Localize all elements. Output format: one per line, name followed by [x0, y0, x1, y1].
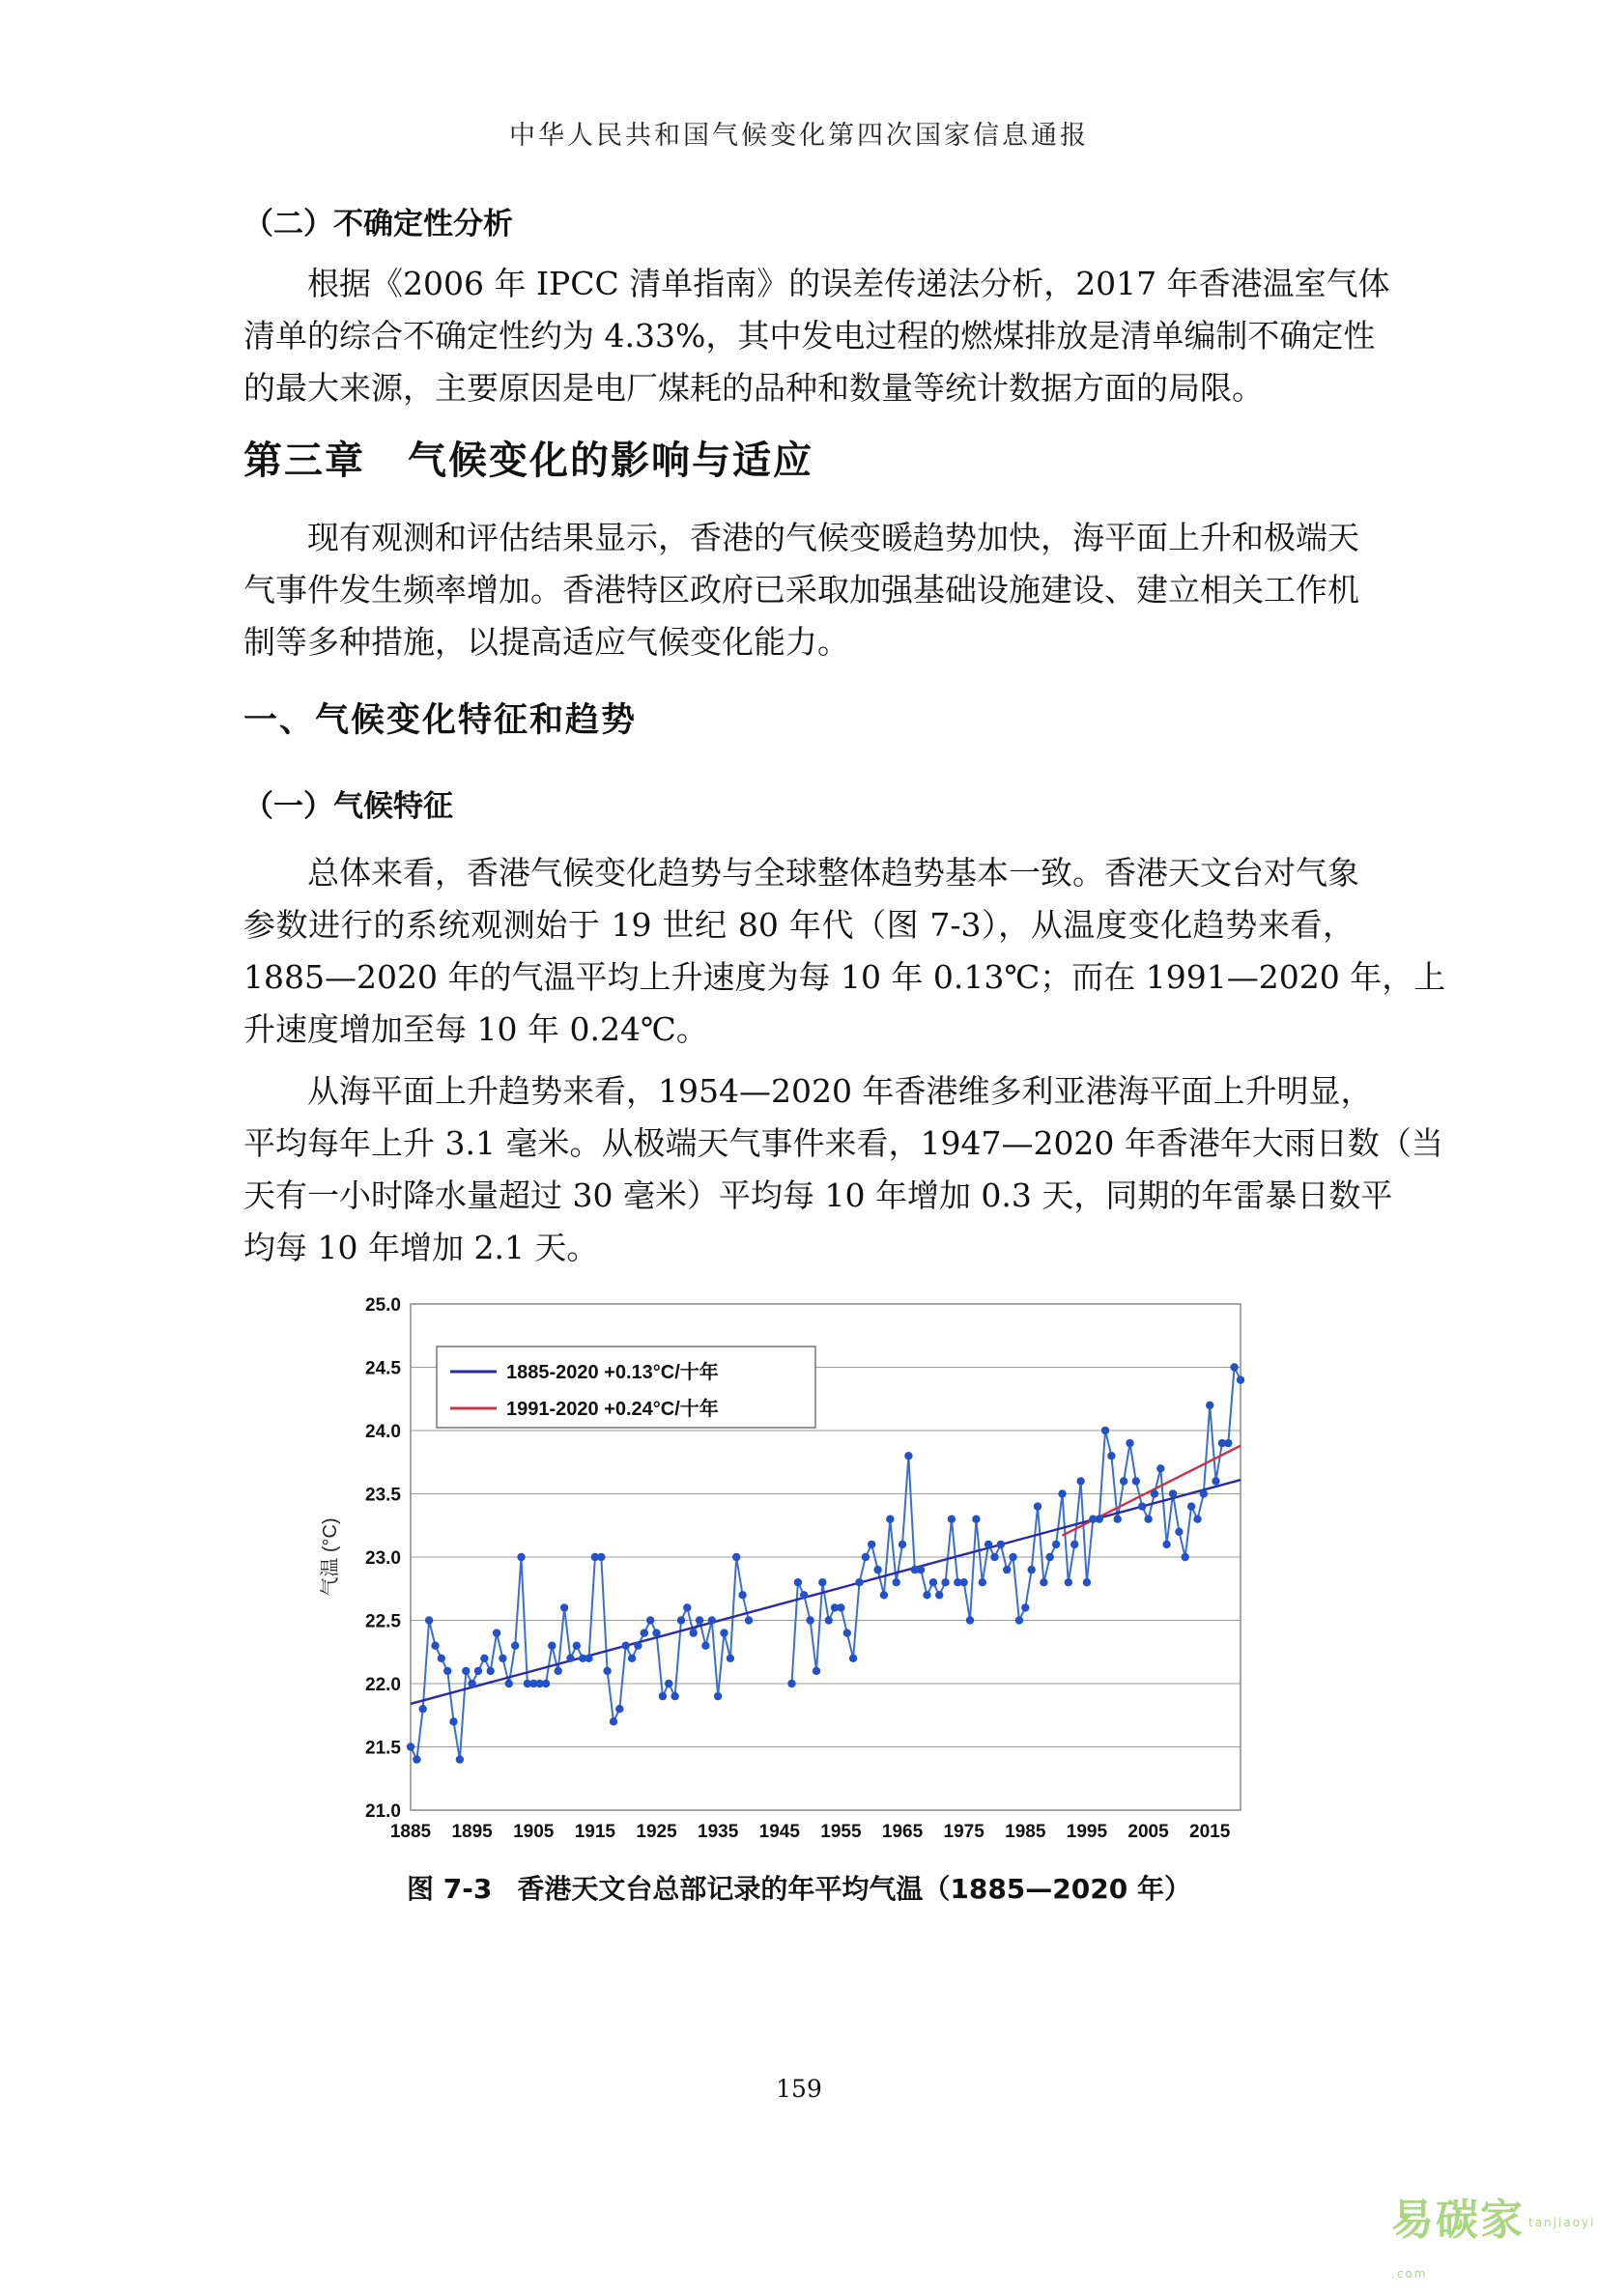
x-tick-label: 1965 [881, 1822, 924, 1842]
x-tick-label: 1975 [943, 1822, 984, 1842]
data-point [714, 1692, 722, 1700]
data-point [720, 1629, 728, 1636]
page-number: 159 [776, 2075, 822, 2103]
data-point [1015, 1616, 1023, 1624]
x-tick-label: 2005 [1127, 1822, 1169, 1842]
data-point [425, 1616, 433, 1624]
data-point [727, 1655, 734, 1662]
data-point [935, 1591, 943, 1599]
text-line: 平均每年上升 3.1 毫米。从极端天气事件来看，1947—2020 年香港年大雨日数（当 [243, 1124, 1443, 1162]
data-point [443, 1667, 451, 1675]
uncertainty-heading: （二）不确定性分析 [243, 207, 513, 241]
data-point [413, 1755, 420, 1763]
data-point [431, 1642, 439, 1650]
data-point [787, 1680, 795, 1687]
data-point [880, 1591, 888, 1599]
x-tick-label: 1945 [758, 1822, 800, 1842]
data-point [1237, 1375, 1244, 1383]
data-point [813, 1667, 820, 1675]
data-point [886, 1516, 894, 1523]
data-point [603, 1667, 611, 1675]
data-point [1144, 1516, 1152, 1523]
data-point [1034, 1502, 1042, 1510]
data-point [449, 1717, 457, 1725]
y-tick-label: 24.5 [365, 1358, 401, 1379]
data-point [493, 1629, 500, 1636]
x-tick-label: 1955 [820, 1822, 862, 1842]
data-point [1151, 1489, 1158, 1497]
y-tick-label: 25.0 [365, 1295, 401, 1316]
text-line: 制等多种措施，以提高适应气候变化能力。 [243, 623, 849, 661]
data-point [517, 1553, 525, 1561]
data-point [929, 1578, 937, 1586]
data-point [555, 1667, 562, 1675]
section-heading: 一、气候变化特征和趋势 [243, 701, 638, 740]
data-point [1052, 1541, 1060, 1548]
data-point [690, 1629, 698, 1636]
data-point [806, 1616, 813, 1624]
text-line: 参数进行的系统观测始于 19 世纪 80 年代（图 7-3），从温度变化趋势来看， [243, 906, 1355, 944]
x-tick-label: 1995 [1066, 1822, 1108, 1842]
data-point [468, 1680, 475, 1687]
text-line: 现有观测和评估结果显示，香港的气候变暖趋势加快，海平面上升和极端天 [307, 519, 1359, 556]
chapter-title: 气候变化的影响与适应 [408, 439, 813, 483]
data-point [462, 1667, 470, 1675]
data-point [825, 1616, 833, 1624]
data-point [745, 1616, 753, 1624]
trend-line-1991-2020 [1062, 1446, 1241, 1536]
x-tick-label: 1905 [513, 1822, 555, 1842]
data-point [641, 1629, 648, 1636]
data-point [597, 1553, 605, 1561]
text-line: 均每 10 年增加 2.1 天。 [243, 1229, 599, 1266]
data-point [1009, 1553, 1016, 1561]
trend-layer [411, 1446, 1241, 1704]
data-point [1200, 1489, 1208, 1497]
temperature-chart-svg [307, 1279, 1273, 1858]
data-point [419, 1705, 427, 1713]
data-point [941, 1578, 949, 1586]
text-line: 气事件发生频率增加。香港特区政府已采取加强基础设施建设、建立相关工作机 [243, 571, 1359, 609]
figure-caption [0, 1868, 1598, 1907]
data-point [1175, 1528, 1183, 1536]
y-tick-label: 21.5 [365, 1738, 401, 1759]
data-point [438, 1655, 445, 1662]
data-point [1156, 1464, 1164, 1472]
data-point [474, 1667, 482, 1675]
data-point [800, 1591, 808, 1599]
data-point [1096, 1516, 1103, 1523]
data-point [1224, 1439, 1232, 1447]
data-point [1230, 1363, 1238, 1371]
data-point [960, 1578, 968, 1586]
legend-label-trend-1885: 1885-2020 +0.13°C/十年 [506, 1362, 719, 1383]
data-point [1169, 1489, 1177, 1497]
data-point [628, 1655, 636, 1662]
text-line: 清单的综合不确定性约为 4.33%，其中发电过程的燃煤排放是清单编制不确定性 [243, 317, 1376, 354]
running-header: 中华人民共和国气候变化第四次国家信息通报 [509, 121, 1089, 151]
data-point [732, 1553, 740, 1561]
text-line: 1885—2020 年的气温平均上升速度为每 10 年 0.13℃；而在 1991—2020 年，上 [243, 958, 1446, 996]
x-tick-label: 1885 [389, 1822, 432, 1842]
chapter-intro-paragraph [243, 512, 1359, 668]
data-point [499, 1655, 506, 1662]
data-point [585, 1655, 592, 1662]
data-point [979, 1578, 986, 1586]
data-point [1193, 1516, 1201, 1523]
y-tick-label: 23.5 [365, 1485, 401, 1506]
data-point [542, 1680, 550, 1687]
data-point [671, 1692, 678, 1700]
data-point [1083, 1578, 1091, 1586]
legend-label-trend-1991: 1991-2020 +0.24°C/十年 [506, 1399, 719, 1420]
data-point [487, 1667, 495, 1675]
y-tick-label: 23.0 [365, 1548, 401, 1569]
data-point [708, 1616, 716, 1624]
figure-caption-text: 香港天文台总部记录的年平均气温（1885—2020 年） [517, 1873, 1191, 1905]
data-point [505, 1680, 513, 1687]
data-point [548, 1642, 556, 1650]
data-point [1162, 1541, 1170, 1548]
data-point [997, 1541, 1005, 1548]
data-point [1138, 1502, 1146, 1510]
observed-temperature-line [792, 1368, 1241, 1685]
x-tick-labels [390, 1822, 1231, 1842]
data-point [862, 1553, 870, 1561]
data-point [634, 1642, 642, 1650]
y-tick-label: 21.0 [365, 1801, 401, 1822]
data-point [1046, 1553, 1054, 1561]
data-point [1058, 1489, 1066, 1497]
data-point [677, 1616, 685, 1624]
data-point [560, 1603, 568, 1611]
data-point [1070, 1541, 1078, 1548]
data-point [855, 1578, 863, 1586]
data-point [480, 1655, 488, 1662]
chapter-number: 第三章 [243, 439, 365, 483]
data-point [665, 1680, 672, 1687]
data-point [899, 1541, 906, 1548]
temperature-trend-paragraph [243, 847, 1446, 1056]
x-tick-label: 1915 [574, 1822, 616, 1842]
data-point [407, 1743, 414, 1750]
data-point [683, 1603, 691, 1611]
y-axis-label: 气温 (°C) [320, 1517, 341, 1597]
data-point [610, 1717, 617, 1725]
data-point [456, 1755, 464, 1763]
y-tick-label: 22.5 [365, 1611, 401, 1632]
data-point [1206, 1402, 1213, 1409]
data-point [990, 1553, 998, 1561]
data-point [794, 1578, 802, 1586]
data-point [1003, 1566, 1011, 1573]
data-point [696, 1616, 703, 1624]
data-point [1065, 1578, 1072, 1586]
data-point [843, 1629, 851, 1636]
data-point [659, 1692, 667, 1700]
data-point [701, 1642, 709, 1650]
data-point [873, 1566, 881, 1573]
data-point [1114, 1516, 1122, 1523]
data-point [738, 1591, 746, 1599]
sea-level-paragraph [243, 1065, 1443, 1274]
trend-line-1885-2020 [411, 1480, 1241, 1704]
data-point [511, 1642, 519, 1650]
text-line: 根据《2006 年 IPCC 清单指南》的误差传递法分析，2017 年香港温室气体 [307, 265, 1390, 302]
data-point [652, 1629, 660, 1636]
site-watermark-logo: 易碳家 tanjiaoyi .com [1391, 2196, 1596, 2281]
text-line: 升速度增加至每 10 年 0.24℃。 [243, 1010, 708, 1048]
data-point [1021, 1603, 1029, 1611]
uncertainty-paragraph [243, 258, 1390, 414]
data-point [1182, 1553, 1189, 1561]
y-tick-label: 24.0 [365, 1422, 401, 1442]
chart-legend [437, 1346, 815, 1428]
y-tick-label: 22.0 [365, 1675, 401, 1695]
data-point [893, 1578, 900, 1586]
data-point [646, 1616, 654, 1624]
data-point [1212, 1477, 1219, 1485]
text-line: 的最大来源，主要原因是电厂煤耗的品种和数量等统计数据方面的局限。 [243, 369, 1264, 407]
x-tick-label: 1935 [698, 1822, 739, 1842]
data-point [1040, 1578, 1047, 1586]
y-tick-labels [365, 1295, 401, 1822]
data-point [972, 1516, 980, 1523]
data-point [868, 1541, 875, 1548]
data-point [984, 1541, 992, 1548]
data-point [1101, 1427, 1109, 1434]
data-point [1107, 1452, 1115, 1460]
data-point [573, 1642, 581, 1650]
x-tick-label: 1985 [1005, 1822, 1046, 1842]
data-point [1076, 1477, 1084, 1485]
data-point [1120, 1477, 1127, 1485]
temperature-chart [307, 1279, 1273, 1858]
data-point [818, 1578, 826, 1586]
data-point [849, 1655, 857, 1662]
figure-number: 图 7-3 [407, 1873, 493, 1905]
chapter-heading [243, 430, 813, 485]
data-point [923, 1591, 930, 1599]
data-point [622, 1642, 630, 1650]
x-tick-label: 2015 [1189, 1822, 1231, 1842]
data-point [566, 1655, 574, 1662]
text-line: 总体来看，香港气候变化趋势与全球整体趋势基本一致。香港天文台对气象 [307, 854, 1359, 892]
data-point [1126, 1439, 1133, 1447]
data-point [837, 1603, 844, 1611]
data-point [966, 1616, 974, 1624]
climate-characteristics-heading: （一）气候特征 [243, 789, 453, 824]
data-point [1132, 1477, 1140, 1485]
data-point [1028, 1566, 1036, 1573]
data-point [1187, 1502, 1195, 1510]
data-point [917, 1566, 925, 1573]
data-point [904, 1452, 912, 1460]
text-line: 天有一小时降水量超过 30 毫米）平均每 10 年增加 0.3 天，同期的年雷暴日数平 [243, 1176, 1393, 1214]
data-point [615, 1705, 623, 1713]
x-tick-label: 1895 [451, 1822, 493, 1842]
text-line: 从海平面上升趋势来看，1954—2020 年香港维多利亚港海平面上升明显， [307, 1072, 1373, 1110]
x-tick-label: 1925 [636, 1822, 677, 1842]
data-point [948, 1516, 956, 1523]
